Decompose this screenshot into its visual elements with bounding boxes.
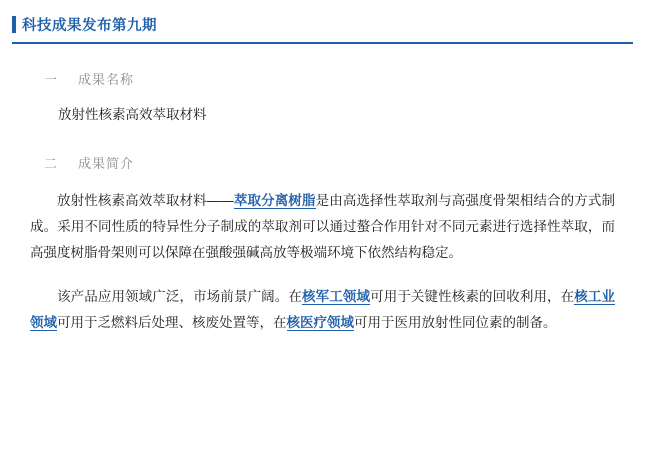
section-label-intro: 成果简介 — [78, 156, 135, 171]
keyword-nuclear-industry: 核工业领域 — [30, 289, 616, 330]
keyword-nuclear-military: 核军工领域 — [302, 289, 371, 304]
keyword-extraction-resin: 萃取分离树脂 — [233, 193, 316, 208]
p2-segment-3: 可用于乏燃料后处理、核废处置等，在 — [57, 315, 287, 330]
p2-segment-4: 可用于医用放射性同位素的制备。 — [354, 315, 557, 330]
section-heading-name — [30, 70, 615, 90]
page-title: 科技成果发布第九期 — [22, 18, 157, 34]
section-number-two: 二 — [44, 156, 59, 171]
keyword-nuclear-medical: 核医疗领域 — [286, 315, 354, 330]
header-accent-bar — [12, 16, 16, 33]
document-page — [0, 12, 645, 459]
p1-segment-1: 放射性核素高效萃取材料—— — [57, 193, 234, 208]
achievement-name-value: 放射性核素高效萃取材料 — [58, 107, 207, 122]
section-heading-intro — [30, 154, 615, 174]
intro-paragraph-2 — [30, 284, 615, 336]
intro-paragraphs — [30, 188, 615, 336]
p2-segment-1: 该产品应用领域广泛，市场前景广阔。在 — [57, 289, 303, 304]
document-header — [12, 12, 633, 44]
document-content — [0, 70, 645, 336]
p1-segment-2: 是由高选择性萃取剂与高强度骨架相结合的方式制成。采用不同性质的特异性分子制成的萃取剂可以通过螯合作用针对不同元素进行选择性萃取，而高强度树脂骨架则可以保障在强酸强碱高放等极端环境下依然结构稳定。 — [30, 193, 616, 260]
p2-segment-2: 可用于关键性核素的回收利用，在 — [370, 289, 575, 304]
section-label-name: 成果名称 — [78, 72, 135, 87]
section-number-one: 一 — [44, 72, 59, 87]
intro-paragraph-1 — [30, 188, 615, 266]
